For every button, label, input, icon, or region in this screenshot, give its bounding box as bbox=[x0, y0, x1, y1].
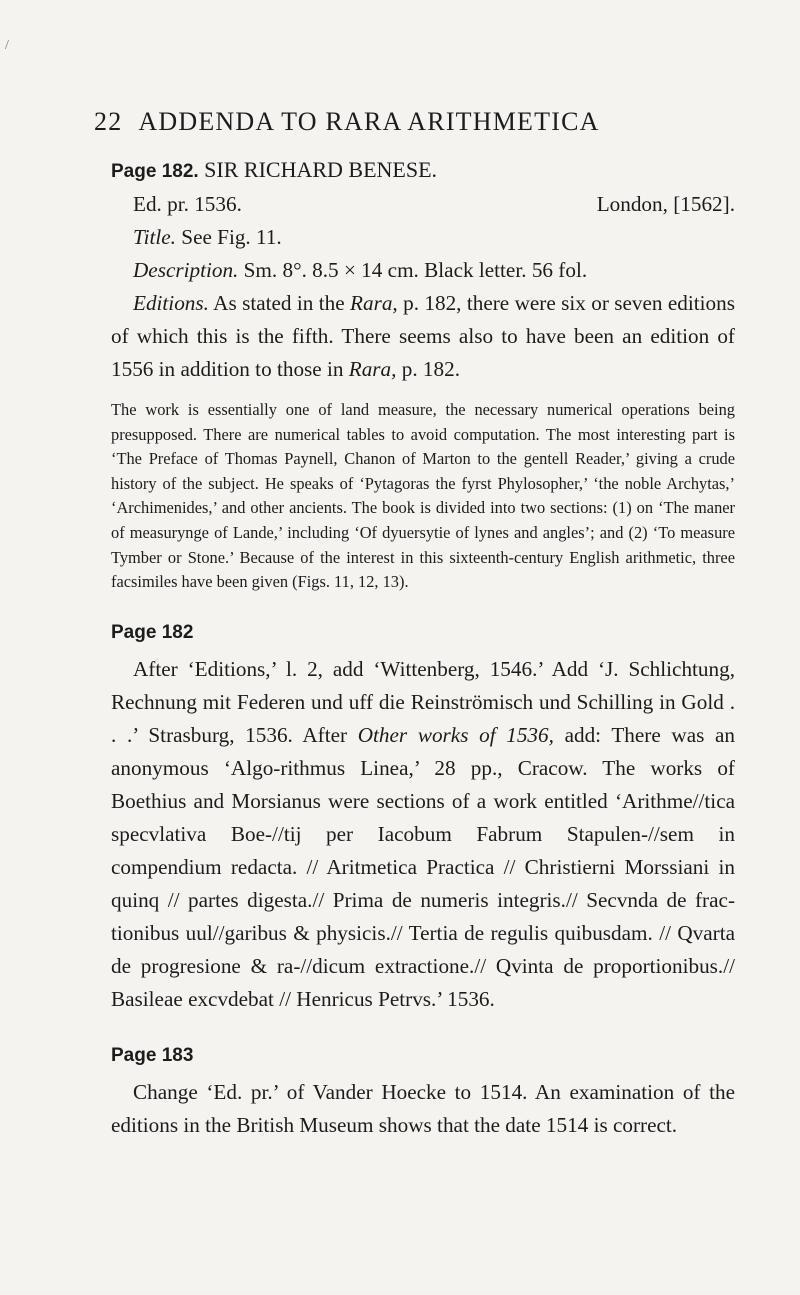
running-title: ADDENDA TO RARA ARITHMETICA bbox=[138, 107, 600, 136]
edition-line bbox=[111, 188, 735, 221]
title-text: See Fig. 11. bbox=[181, 225, 282, 249]
edition-place-date: London, [1562]. bbox=[596, 192, 735, 216]
editions-text: p. 182, there were six or seven editions of which this is the fifth. There seems also to have been an edition of 1556 in addition to those in bbox=[111, 291, 735, 381]
editions-text: As stated in the bbox=[213, 291, 345, 315]
italic-reference: Other works of 1536, bbox=[357, 722, 554, 747]
entry-heading-page-182 bbox=[111, 153, 735, 188]
addendum-paragraph-183: Change ‘Ed. pr.’ of Vander Hoecke to 1514. An examination of the editions in the British Museum shows that the date 1514 is correct. bbox=[111, 1079, 735, 1137]
description-text: Sm. 8°. 8.5 × 14 cm. Black letter. 56 fol. bbox=[243, 258, 588, 282]
entry-label: Page 182. bbox=[111, 161, 199, 182]
addendum-text: add: There was an anonymous ‘Algo-rithmus Linea,’ 28 pp., Cracow. The works of Boethius and Morsianus were sections of a work entitled ‘Arithme//tica specvlativa Boe-//tij per Iacobum Fabrum Stapulen-//sem in compendium redacta. // Aritmetica Practica // Christierni Morssiani in quinq // partes digesta.// Prima de numeris integris.// Secvnda de fractionibus uul//garibus & physicis.// Tertia de regulis quibusdam. // Qvarta de progresione & ra-//dicum extractione.// Qvinta de proportionibus.// Basileae excvdebat // Henricus Petrvs.’ 1536. bbox=[111, 722, 736, 1011]
rara-reference: Rara, bbox=[348, 357, 397, 381]
entry-title: SIR RICHARD BENESE. bbox=[204, 157, 438, 182]
section-heading-page-183: Page 183 bbox=[111, 1044, 194, 1066]
section-heading-page-182: Page 182 bbox=[111, 621, 194, 643]
stray-mark: / bbox=[5, 38, 9, 53]
addendum-text: After ‘Editions,’ l. 2, add ‘Wittenberg, 1546.’ Add ‘J. Schlichtung, Rechnung mit Federen und uff die Reinströmisch und Schilling in Gold . . .’ Strasburg, 1536. After bbox=[111, 656, 735, 747]
addendum-paragraph-182 bbox=[111, 653, 735, 1016]
editions-text: p. 182. bbox=[401, 357, 460, 381]
rara-reference: Rara, bbox=[350, 291, 398, 315]
editions-label: Editions. bbox=[133, 291, 209, 315]
commentary-paragraph: The work is essentially one of land measure, the necessary numerical operations being presupposed. There are numerical tables to avoid computation. The most interesting part is ‘The Preface of Thomas Paynell, Chanon of Marton to the gentell Reader,’ giving a crude history of the subject. He speaks of ‘Pytagoras the fyrst Phylosopher,’ ‘the noble Archytas,’ ‘Archimenides,’ and other ancients. The book is divided into two sections: (1) on ‘The maner of measurynge of Lande,’ including ‘Of dyuersytie of lynes and angles’; and (2) ‘To measure Tymber or Stone.’ Because of the interest in this sixteenth-century English arithmetic, three facsimiles have been given (Figs. 11, 12, 13). bbox=[111, 400, 735, 592]
description-label: Description. bbox=[133, 258, 239, 282]
title-line bbox=[111, 221, 735, 254]
page-content bbox=[111, 153, 735, 1142]
description-line bbox=[111, 254, 735, 287]
edition-princeps: Ed. pr. 1536. bbox=[133, 192, 242, 216]
page-number: 22 bbox=[94, 107, 123, 136]
editions-paragraph bbox=[111, 287, 735, 386]
title-label: Title. bbox=[133, 225, 176, 249]
running-head bbox=[94, 107, 734, 137]
